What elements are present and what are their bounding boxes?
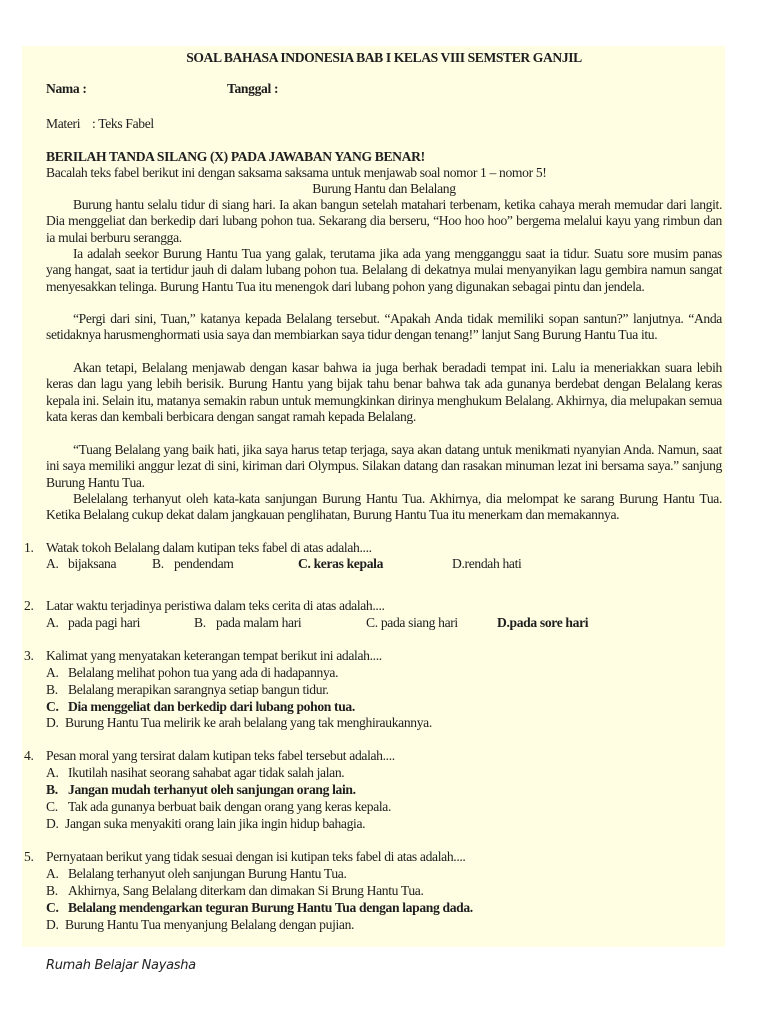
option-letter: A.	[46, 665, 59, 680]
option-5a[interactable]	[46, 866, 347, 882]
option-4b[interactable]	[46, 782, 356, 798]
question-number: 4.	[24, 748, 34, 763]
option-4d[interactable]	[46, 816, 365, 832]
option-text: Jangan mudah terhanyut oleh sanjungan orang lain.	[68, 782, 356, 797]
option-letter: B.	[194, 615, 206, 630]
question-1	[24, 540, 372, 556]
question-3	[24, 648, 382, 664]
question-number: 5.	[24, 849, 34, 864]
option-letter: A.	[46, 765, 59, 780]
option-text: Belalang merapikan sarangnya setiap bangun tidur.	[68, 682, 329, 697]
option-text: pada sore hari	[509, 615, 589, 630]
question-5	[24, 849, 465, 865]
option-text: Belalang mendengarkan teguran Burung Hantu Tua dengan lapang dada.	[68, 900, 473, 915]
option-1d[interactable]	[452, 556, 521, 572]
story-paragraph	[46, 311, 722, 344]
option-4c[interactable]	[46, 799, 391, 815]
materi-value: : Teks Fabel	[92, 116, 154, 131]
footer-signature: Rumah Belajar Nayasha	[46, 958, 196, 973]
option-1c[interactable]	[298, 556, 383, 572]
question-text: Watak tokoh Belalang dalam kutipan teks fabel di atas adalah....	[46, 540, 372, 555]
option-letter: A.	[46, 615, 59, 630]
paragraph-text: “Tuang Belalang yang baik hati, jika saya harus tetap terjaga, saya akan datang untuk menikmati nyanyian Anda. Namun, saat ini saya memiliki anggur lezat di sini, kiriman dari Olympus. Silakan datang dan rasakan minuman lezat ini bersama saya.” sanjung Burung Hantu Tua.	[46, 442, 722, 490]
question-text: Pesan moral yang tersirat dalam kutipan teks fabel tersebut adalah....	[46, 748, 395, 763]
option-2d[interactable]	[497, 615, 588, 631]
question-text: Latar waktu terjadinya peristiwa dalam teks cerita di atas adalah....	[46, 598, 385, 613]
option-letter: A.	[46, 556, 59, 571]
option-text: Akhirnya, Sang Belalang diterkam dan dimakan Si Brung Hantu Tua.	[68, 883, 424, 898]
option-letter: B.	[152, 556, 164, 571]
question-2	[24, 598, 385, 614]
question-text: Kalimat yang menyatakan keterangan tempat berikut ini adalah....	[46, 648, 382, 663]
option-letter: C.	[46, 799, 58, 814]
option-text: pendendam	[174, 556, 234, 571]
question-number: 1.	[24, 540, 34, 555]
option-text: Belalang terhanyut oleh sanjungan Burung Hantu Tua.	[68, 866, 347, 881]
option-text: pada siang hari	[380, 615, 458, 630]
option-letter: C.	[46, 699, 59, 714]
option-letter: C.	[298, 556, 311, 571]
option-letter: B.	[46, 883, 58, 898]
option-text: Jangan suka menyakiti orang lain jika ingin hidup bahagia.	[65, 816, 366, 831]
story-paragraph	[46, 246, 722, 295]
name-label: Nama :	[46, 81, 87, 96]
story-paragraph	[46, 360, 722, 426]
option-text: Ikutilah nasihat seorang sahabat agar tidak salah jalan.	[68, 765, 345, 780]
option-letter: D.	[497, 615, 510, 630]
option-letter: A.	[46, 866, 59, 881]
question-number: 2.	[24, 598, 34, 613]
story-paragraph	[46, 197, 722, 246]
story-paragraph	[46, 442, 722, 491]
option-letter: B.	[46, 782, 58, 797]
question-number: 3.	[24, 648, 34, 663]
option-letter: D.	[46, 917, 59, 932]
option-4a[interactable]	[46, 765, 344, 781]
option-1b[interactable]	[152, 556, 234, 572]
option-2c[interactable]	[366, 615, 458, 631]
option-text: Belalang melihat pohon tua yang ada di hadapannya.	[68, 665, 339, 680]
option-2b[interactable]	[194, 615, 301, 631]
option-text: bijaksana	[68, 556, 117, 571]
option-letter: C.	[366, 615, 378, 630]
option-letter: D.	[452, 556, 465, 571]
paragraph-text: “Pergi dari sini, Tuan,” katanya kepada Belalang tersebut. “Apakah Anda tidak memiliki sopan santun?” lanjutnya. “Anda setidaknya harusmenghormati usia saya dan membiarkan saya tidur dengan tenang!” lanjut Sang Burung Hantu Tua itu.	[46, 311, 722, 343]
instruction-heading: BERILAH TANDA SILANG (X) PADA JAWABAN YANG BENAR!	[46, 149, 425, 164]
option-text: keras kepala	[313, 556, 384, 571]
paragraph-text: Burung hantu selalu tidur di siang hari. Ia akan bangun setelah matahari terbenam, ketika cahaya merah memudar dari langit. Dia menggeliat dan berkedip dari lubang pohon tua. Sekarang dia berseru, “Hoo hoo hoo” bergema melalui kayu yang rimbun dan ia mulai berburu serangga.	[46, 197, 722, 245]
option-text: pada malam hari	[216, 615, 302, 630]
option-3d[interactable]	[46, 715, 432, 731]
date-label: Tanggal :	[227, 81, 279, 96]
option-letter: D.	[46, 715, 59, 730]
option-3b[interactable]	[46, 682, 329, 698]
option-5c[interactable]	[46, 900, 473, 916]
option-text: Burung Hantu Tua menyanjung Belalang dengan pujian.	[65, 917, 355, 932]
option-1a[interactable]	[46, 556, 116, 572]
story-title: Burung Hantu dan Belalang	[312, 181, 456, 196]
option-2a[interactable]	[46, 615, 140, 631]
option-text: Burung Hantu Tua melirik ke arah belalang yang tak menghiraukannya.	[65, 715, 432, 730]
question-4	[24, 748, 395, 764]
question-text: Pernyataan berikut yang tidak sesuai dengan isi kutipan teks fabel di atas adalah....	[46, 849, 466, 864]
option-5b[interactable]	[46, 883, 424, 899]
option-text: Tak ada gunanya berbuat baik dengan orang yang keras kepala.	[68, 799, 392, 814]
instruction-text: Bacalah teks fabel berikut ini dengan saksama saksama untuk menjawab soal nomor 1 – nomor 5!	[46, 165, 547, 180]
option-text: pada pagi hari	[68, 615, 141, 630]
paragraph-text: Ia adalah seekor Burung Hantu Tua yang galak, terutama jika ada yang mengganggu saat ia tidur. Suatu sore musim panas yang hangat, saat ia tertidur jauh di dalam lubang pohon tua. Belalang di dekatnya mulai menyanyikan lagu gembira namun sangat menyesakkan telinga. Burung Hantu Tua itu menengok dari lubang pohon yang digunakan sebagai pintu dan jendela.	[46, 246, 722, 294]
option-5d[interactable]	[46, 917, 354, 933]
option-3a[interactable]	[46, 665, 338, 681]
option-text: rendah hati	[464, 556, 522, 571]
option-3c[interactable]	[46, 699, 355, 715]
story-paragraph	[46, 491, 722, 524]
paragraph-text: Akan tetapi, Belalang menjawab dengan kasar bahwa ia juga berhak beradadi tempat ini. Lalu ia meneriakkan suara lebih keras dan lagu yang lebih berisik. Burung Hantu yang bijak tahu benar bahwa tak ada gunanya berdebat dengan Belalang keras kepala ini. Selain itu, matanya semakin rabun untuk memungkinkan dirinya menghukum Belalang. Akhirnya, dia melupakan semua kata keras dan kembali berbicara dengan sangat ramah kepada Belalang.	[46, 360, 722, 425]
option-letter: B.	[46, 682, 58, 697]
option-text: Dia menggeliat dan berkedip dari lubang pohon tua.	[68, 699, 355, 714]
paragraph-text: Belelalang terhanyut oleh kata-kata sanjungan Burung Hantu Tua. Akhirnya, dia melompat ke sarang Burung Hantu Tua. Ketika Belalang cukup dekat dalam jangkauan penglihatan, Burung Hantu Tua itu menerkam dan memakannya.	[46, 491, 722, 523]
materi-label: Materi	[46, 116, 81, 131]
document-title: SOAL BAHASA INDONESIA BAB I KELAS VIII SEMSTER GANJIL	[186, 50, 582, 65]
option-letter: C.	[46, 900, 59, 915]
option-letter: D.	[46, 816, 59, 831]
